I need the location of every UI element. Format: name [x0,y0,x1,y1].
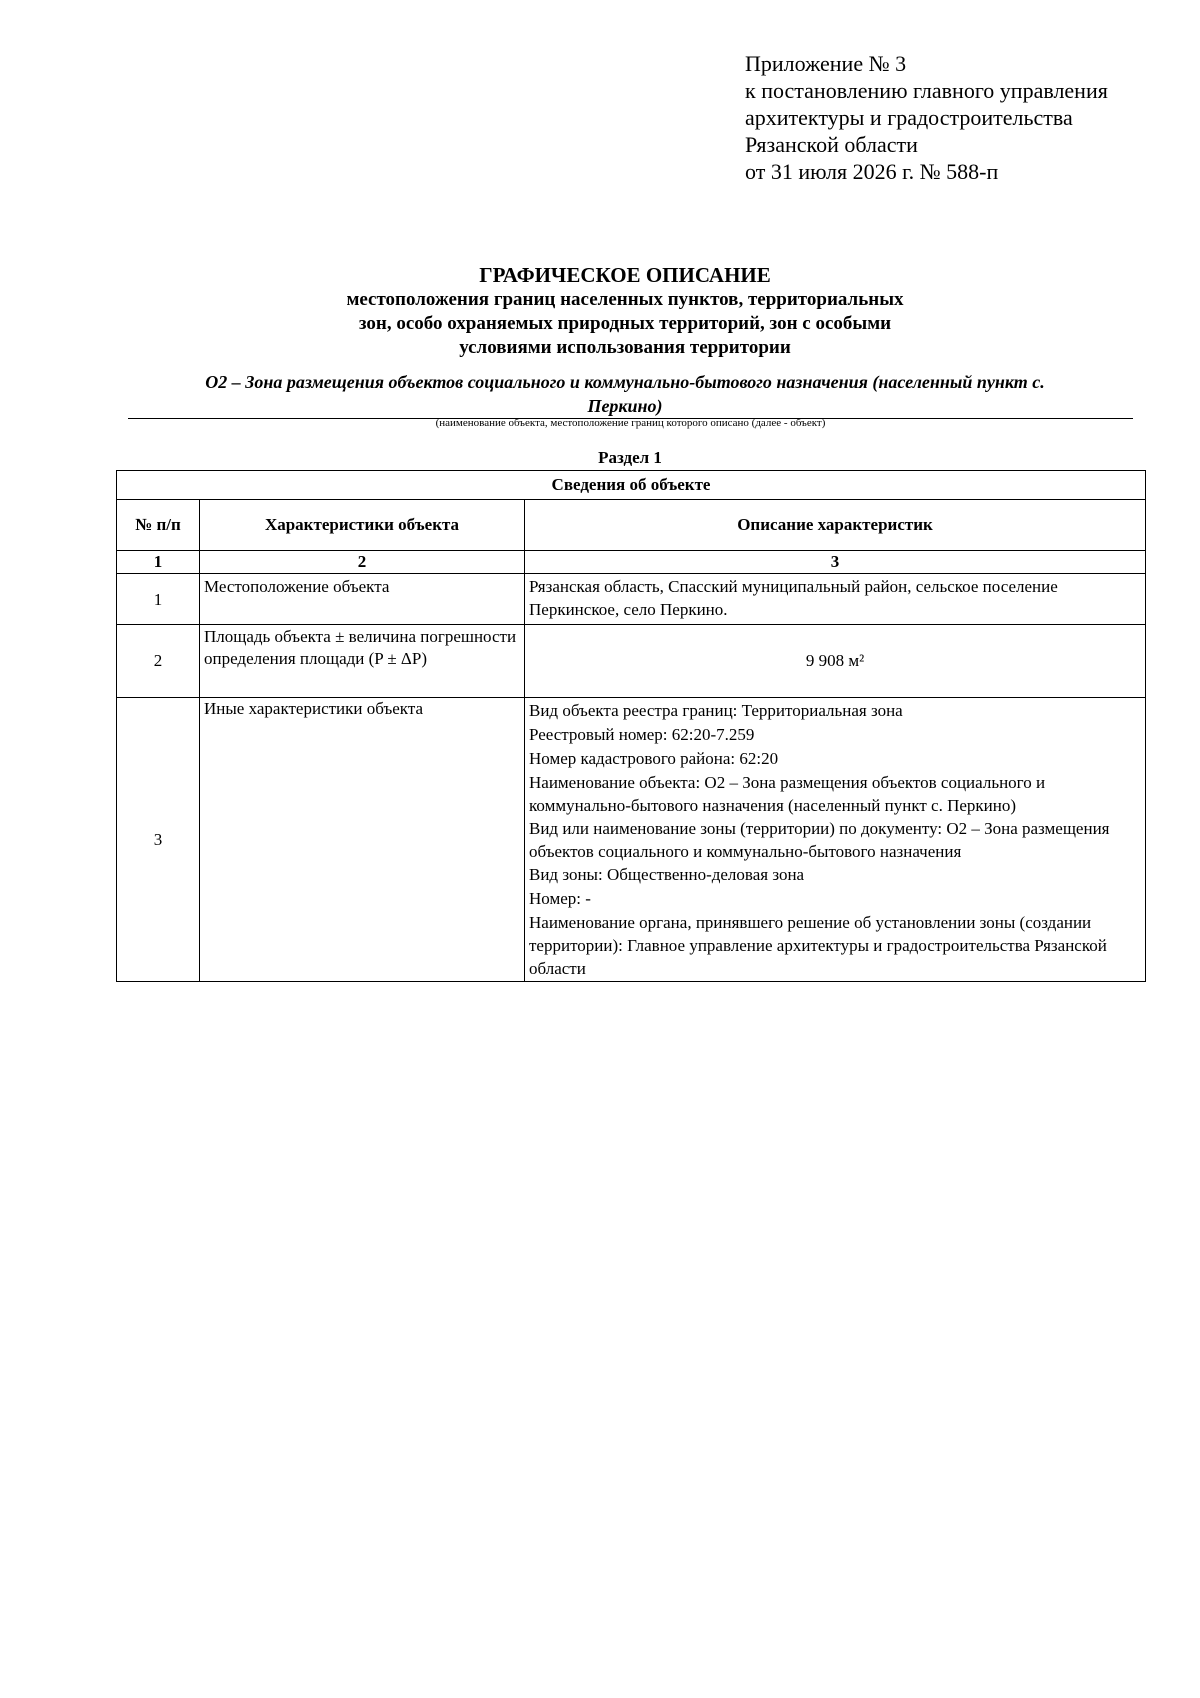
document-subtitle-line: местоположения границ населенных пунктов, территориальных [346,289,904,310]
table-row [117,625,1146,698]
appendix-block [745,50,1108,185]
document-subtitle-line: условиями использования территории [459,337,791,358]
description-line: Реестровый номер: 62:20-7.259 [529,725,755,744]
document-title-block [110,262,1140,360]
column-number: 2 [200,551,525,574]
description-line: Номер кадастрового района: 62:20 [529,749,779,768]
table-row [117,574,1146,625]
table-row [117,698,1146,982]
row-description: 9 908 м² [525,625,1146,698]
row-description: Рязанская область, Спасский муниципальный район, сельское поселение Перкинское, село Перкино. [525,574,1146,625]
object-name-line: О2 – Зона размещения объектов социального и коммунально-бытового назначения (населенный пункт с. [205,372,1045,392]
appendix-line: от 31 июля 2026 г. № 588-п [745,159,999,184]
row-number: 3 [117,698,200,982]
column-number: 1 [117,551,200,574]
table-title: Сведения об объекте [117,471,1146,500]
document-subtitle-line: зон, особо охраняемых природных территорий, зон с особыми [358,313,892,334]
object-caption: (наименование объекта, местоположение границ которого описано (далее - объект) [435,417,826,429]
object-name [120,370,1130,418]
description-line: Вид объекта реестра границ: Территориальная зона [529,701,903,720]
row-description [525,698,1146,982]
appendix-line: Рязанской области [745,132,918,157]
description-line: Номер: - [529,889,591,908]
row-characteristic: Иные характеристики объекта [200,698,525,982]
appendix-line: архитектуры и градостроительства [745,105,1073,130]
row-characteristic: Местоположение объекта [200,574,525,625]
row-number: 2 [117,625,200,698]
row-characteristic: Площадь объекта ± величина погрешности определения площади (P ± ΔP) [200,625,525,698]
row-number: 1 [117,574,200,625]
description-line: Вид или наименование зоны (территории) по документу: О2 – Зона размещения объектов социального и коммунально-бытового назначения [529,819,1110,861]
column-header-characteristic: Характеристики объекта [200,500,525,551]
object-info-table [116,470,1146,982]
description-line: Наименование органа, принявшего решение об установлении зоны (создании территории): Главное управление архитектуры и градостроительства Рязанской области [529,913,1107,978]
appendix-line: к постановлению главного управления [745,78,1108,103]
description-line: Вид зоны: Общественно-деловая зона [529,865,805,884]
column-header-description: Описание характеристик [525,500,1146,551]
section-title: Раздел 1 [598,448,662,467]
object-name-line: Перкино) [587,396,663,416]
column-number: 3 [525,551,1146,574]
appendix-line: Приложение № 3 [745,51,907,76]
document-title: ГРАФИЧЕСКОЕ ОПИСАНИЕ [479,263,771,287]
description-line: Наименование объекта: О2 – Зона размещения объектов социального и коммунально-бытового назначения (населенный пункт с. Перкино) [529,773,1046,815]
column-header-number: № п/п [117,500,200,551]
